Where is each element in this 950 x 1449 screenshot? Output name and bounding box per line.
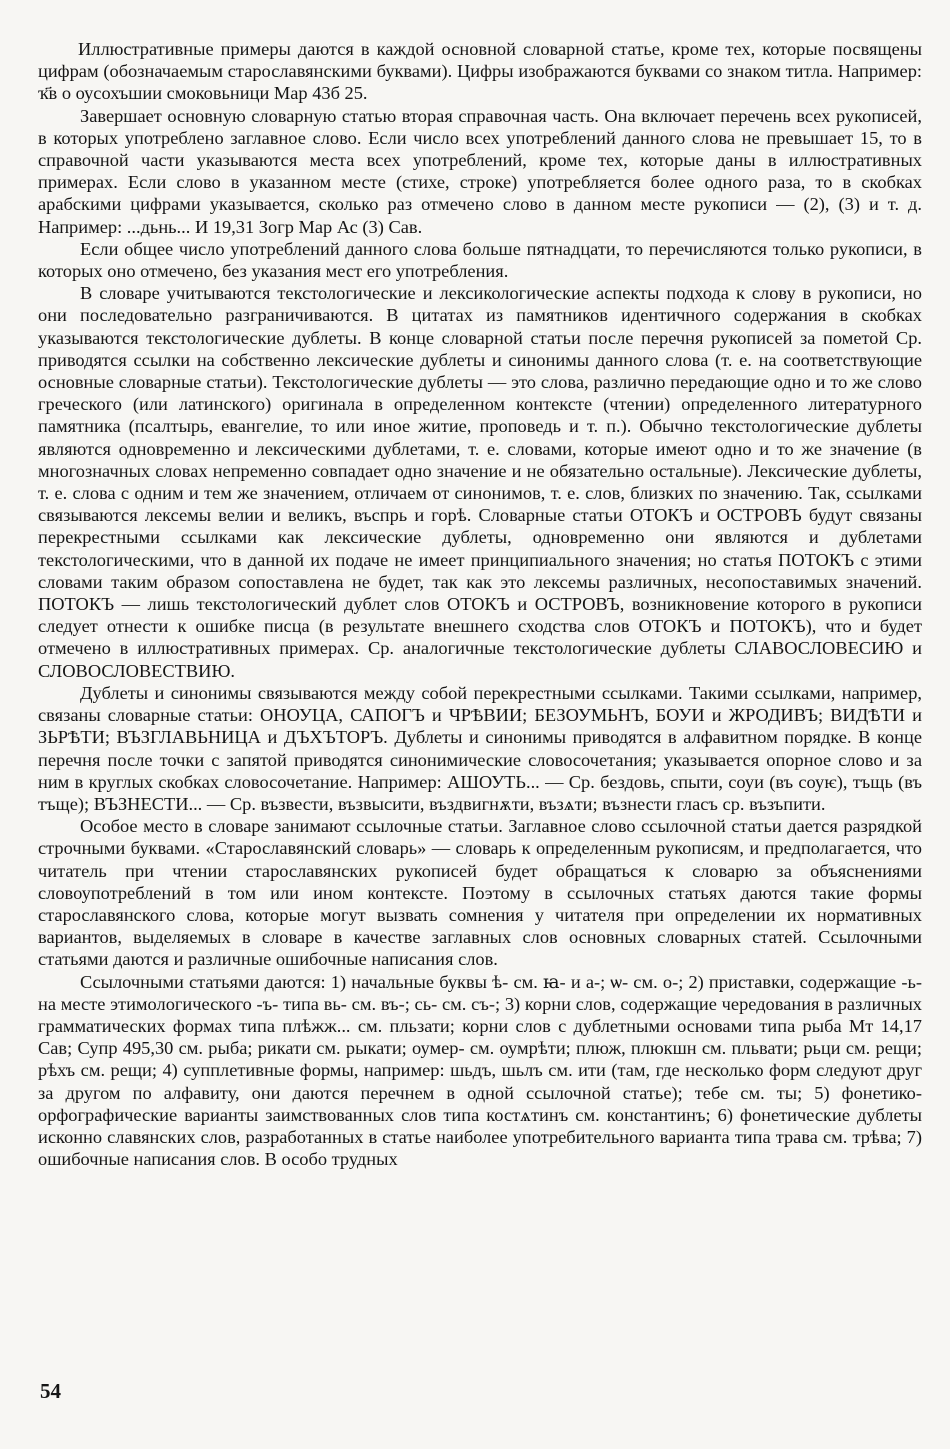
paragraph-3: Если общее число употреблений данного слова больше пятнадцати, то перечисляются только рукописи, в которых оно отмечено, без указания мест его употребления. [38, 238, 922, 282]
paragraph-2: Завершает основную словарную статью вторая справочная часть. Она включает перечень всех рукописей, в которых употреблено заглавное слово. Если число всех употреблений данного слова не превышает 15, то в справочной части указываются места всех употреблений, кроме тех, которые даны в иллюстративных примерах. Если слово в указанном месте (стихе, строке) употребляется более одного раза, то в скобках арабскими цифрами указывается, сколько раз отмечено слово в данном месте рукописи — (2), (3) и т. д. Например: ...дьнь... И 19,31 Зогр Мар Ас (3) Сав. [38, 105, 922, 237]
paragraph-4: В словаре учитываются текстологические и лексикологические аспекты подхода к слову в рукописи, но они последовательно разграничиваются. В цитатах из памятников идентичного содержания в скобках указываются текстологические дублеты. В конце словарной статьи после перечня рукописей за пометой Ср. приводятся ссылки на собственно лексические дублеты и синонимы данного слова (т. е. на соответствующие основные словарные статьи). Текстологические дублеты — это слова, различно передающие одно и то же слово греческого (или латинского) оригинала в определенном контексте (чтении) определенного литературного памятника (псалтырь, евангелие, то или иное житие, проповедь и т. п.). Обычно текстологические дублеты являются одновременно и лексическими дублетами, т. е. словами, которые имеют одно и то же значение (в многозначных словах непременно совпадает одно значение и не обязательно остальные). Лексические дублеты, т. е. слова с одним и тем же значением, отличаем от синонимов, т. е. слов, близких по значению. Так, ссылками связываются лексемы велии и великъ, въспрь и горѣ. Словарные статьи ОТОКЪ и ОСТРОВЪ будут связаны перекрестными ссылками как лексические дублеты, одновременно они являются и дублетами текстологическими, что в данной их подаче не имеет принципиального значения; но статья ПОТОКЪ с этими словами таким образом сопоставлена не будет, так как это лексемы различных, несопоставимых значений. ПОТОКЪ — лишь текстологический дублет слов ОТОКЪ и ОСТРОВЪ, возникновение которого в рукописи следует отнести к ошибке писца (в результате внешнего сходства слов ОТОКЪ и ПОТОКЪ), что и будет отмечено в иллюстративных примерах. Ср. аналогичные текстологические дублеты СЛАВОСЛОВЕСИЮ и СЛОВОСЛОВЕСТВИЮ. [38, 283, 922, 681]
paragraph-6: Особое место в словаре занимают ссылочные статьи. Заглавное слово ссылочной статьи дается разрядкой строчными буквами. «Старославянский словарь» — словарь к определенным рукописям, и предполагается, что читатель при чтении старославянских рукописей будет обращаться к словарю за объяснениями словоупотреблений в том или ином контексте. Поэтому в ссылочных статьях даются такие формы старославянского слова, которые могут вызвать сомнения у читателя при определении их нормативных вариантов, выделяемых в словаре в качестве заглавных слов основных словарных статей. Ссылочными статьями даются и различные ошибочные написания слов. [38, 816, 922, 970]
paragraph-5: Дублеты и синонимы связываются между собой перекрестными ссылками. Такими ссылками, например, связаны словарные статьи: ОНОУЦА, САПОГЪ и ЧРѢВИИ; БЕЗОУМЬНЪ, БОУИ и ЖРОДИВЪ; ВИДѢТИ и ЗЬРѢТИ; ВЪЗГЛАВЬНИЦА и ДЪХЪТОРЪ. Дублеты и синонимы приводятся в алфавитном порядке. В конце перечня после точки с запятой приводятся синонимические словосочетания; указывается опорное слово и за ним в круглых скобках словосочетание. Например: АШОУТЬ... — Ср. бездовь, спыти, соуи (въ соуѥ), тъщь (въ тъще); ВЪЗНЕСТИ... — Ср. възвести, възвысити, въздвигнѫти, възѧти; възнести гласъ ср. възъпити. [38, 682, 922, 814]
page-number: 54 [40, 1379, 61, 1403]
paragraph-1: Иллюстративные примеры даются в каждой основной словарной статье, кроме тех, которые посвящены цифрам (обозначаемым старославянскими буквами). Цифры изображаются буквами со знаком титла. Например: ҡ҃в о оусохъшии смоковьници Мар 43б 25. [38, 39, 922, 104]
paragraph-7: Ссылочными статьями даются: 1) начальные буквы ѣ- см. ꙗ- и а-; ѡ- см. о-; 2) приставки, содержащие -ь- на месте этимологического -ъ- типа вь- см. въ-; сь- см. съ-; 3) корни слов, содержащие чередования в различных грамматических формах типа плѣжж... см. пльзати; корни слов с дублетными основами типа рыба Мт 14,17 Сав; Супр 495,30 см. рыба; рикати см. рыкати; оумер- см. оумрѣти; плюж, плюкшн см. пльвати; рьци см. рещи; рѣхъ см. рещи; 4) супплетивные формы, например: шьдъ, шьлъ см. ити (там, где несколько форм следуют друг за другом по алфавиту, они даются перечнем в одной ссылочной статье); тебе см. ты; 5) фонетико-орфографические варианты заимствованных слов типа костѧтинъ см. константинъ; 6) фонетические дублеты исконно славянских слов, разработанных в статье наиболее употребительного варианта типа трава см. трѣва; 7) ошибочные написания слов. В особо трудных [38, 971, 922, 1170]
page-body [38, 38, 922, 1170]
